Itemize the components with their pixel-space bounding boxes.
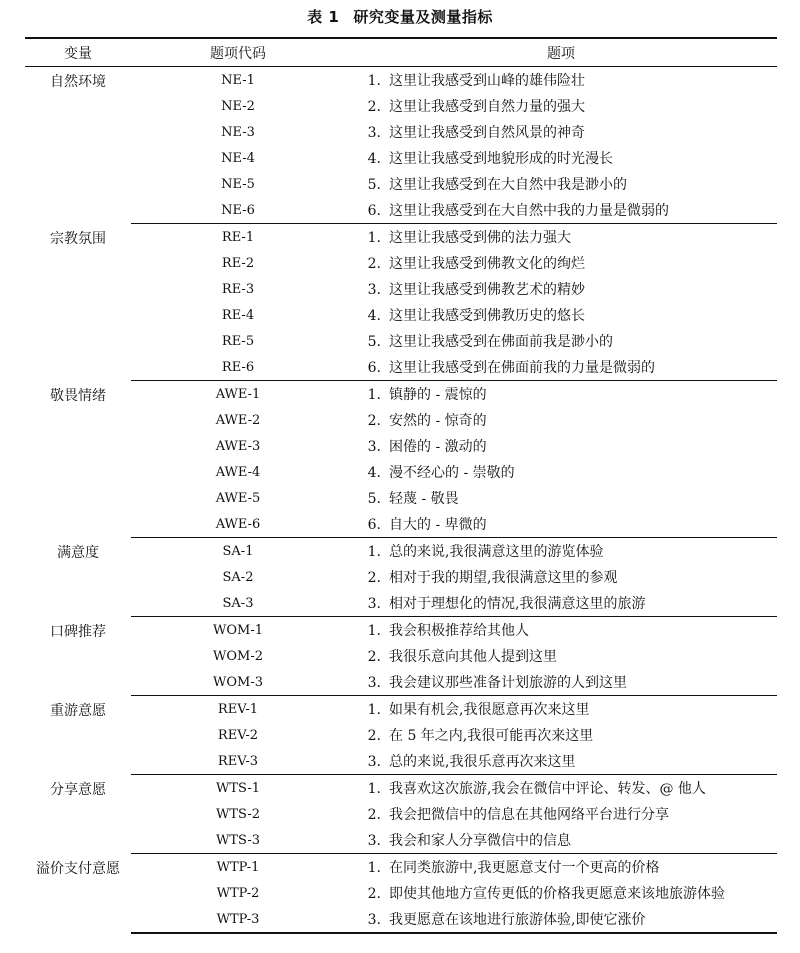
item-code: AWE-3 bbox=[215, 438, 261, 454]
item-cell bbox=[345, 119, 777, 145]
item-number: 3. bbox=[367, 125, 381, 141]
table-row bbox=[25, 538, 777, 565]
item-number: 3. bbox=[367, 675, 381, 691]
item-text: 这里让我感受到佛的法力强大 bbox=[389, 230, 571, 246]
item-cell bbox=[345, 224, 777, 251]
table-row bbox=[25, 854, 777, 881]
table-row bbox=[25, 93, 777, 119]
table-row bbox=[25, 433, 777, 459]
item-number: 1. bbox=[367, 544, 381, 560]
item-cell bbox=[345, 276, 777, 302]
item-cell bbox=[345, 643, 777, 669]
item-number: 5. bbox=[367, 334, 381, 350]
table-row bbox=[25, 696, 777, 723]
item-code: NE-2 bbox=[221, 98, 255, 114]
item-text: 我很乐意向其他人提到这里 bbox=[389, 649, 557, 665]
table-row bbox=[25, 381, 777, 408]
item-text: 这里让我感受到佛教历史的悠长 bbox=[389, 308, 585, 324]
table-row bbox=[25, 459, 777, 485]
item-text: 我喜欢这次旅游,我会在微信中评论、转发、@ 他人 bbox=[389, 781, 706, 797]
item-code: WTS-2 bbox=[215, 806, 261, 822]
item-text: 这里让我感受到在佛面前我的力量是微弱的 bbox=[389, 360, 655, 376]
item-cell bbox=[345, 197, 777, 224]
item-text: 即使其他地方宣传更低的价格我更愿意来该地旅游体验 bbox=[389, 886, 725, 902]
item-code: NE-1 bbox=[221, 72, 255, 88]
table-row bbox=[25, 801, 777, 827]
item-text: 轻蔑 - 敬畏 bbox=[389, 491, 459, 507]
item-text: 相对于理想化的情况,我很满意这里的旅游 bbox=[389, 596, 646, 612]
item-number: 2. bbox=[367, 728, 381, 744]
item-code: REV-1 bbox=[217, 701, 259, 717]
item-text: 相对于我的期望,我很满意这里的参观 bbox=[389, 570, 618, 586]
table-row bbox=[25, 590, 777, 617]
item-number: 3. bbox=[367, 754, 381, 770]
table-row bbox=[25, 302, 777, 328]
item-code: RE-5 bbox=[221, 333, 255, 349]
item-code: WTS-1 bbox=[215, 780, 261, 796]
item-text: 这里让我感受到在佛面前我是渺小的 bbox=[389, 334, 613, 350]
item-number: 4. bbox=[367, 308, 381, 324]
item-code: NE-3 bbox=[221, 124, 255, 140]
item-number: 1. bbox=[367, 73, 381, 89]
item-number: 3. bbox=[367, 833, 381, 849]
item-code: WTS-3 bbox=[131, 827, 345, 854]
item-text: 这里让我感受到佛教文化的绚烂 bbox=[389, 256, 585, 272]
item-cell bbox=[345, 880, 777, 906]
item-number: 6. bbox=[367, 203, 381, 219]
table-title: 研究变量及测量指标 bbox=[353, 8, 493, 26]
table-row bbox=[25, 906, 777, 933]
item-cell bbox=[345, 590, 777, 617]
item-text: 这里让我感受到自然风景的神奇 bbox=[389, 125, 585, 141]
item-text: 这里让我感受到地貌形成的时光漫长 bbox=[389, 151, 613, 167]
item-code: NE-6 bbox=[131, 197, 345, 224]
table-row bbox=[25, 250, 777, 276]
item-cell bbox=[345, 485, 777, 511]
item-cell bbox=[345, 407, 777, 433]
table-row bbox=[25, 171, 777, 197]
table-row bbox=[25, 880, 777, 906]
item-text: 在同类旅游中,我更愿意支付一个更高的价格 bbox=[389, 860, 660, 876]
item-number: 2. bbox=[367, 807, 381, 823]
item-cell bbox=[345, 564, 777, 590]
item-number: 1. bbox=[367, 387, 381, 403]
item-cell bbox=[345, 538, 777, 565]
item-code: RE-3 bbox=[221, 281, 255, 297]
header-row bbox=[25, 38, 777, 67]
item-number: 4. bbox=[367, 465, 381, 481]
table-row bbox=[25, 328, 777, 354]
item-cell bbox=[345, 459, 777, 485]
item-text: 这里让我感受到自然力量的强大 bbox=[389, 99, 585, 115]
item-text: 在 5 年之内,我很可能再次来这里 bbox=[389, 728, 594, 744]
item-cell bbox=[345, 433, 777, 459]
item-number: 1. bbox=[367, 230, 381, 246]
item-code: SA-1 bbox=[222, 543, 254, 559]
table-row bbox=[25, 354, 777, 381]
item-number: 5. bbox=[367, 177, 381, 193]
variable-name: 满意度 bbox=[57, 544, 99, 561]
item-number: 3. bbox=[367, 912, 381, 928]
item-text: 如果有机会,我很愿意再次来这里 bbox=[389, 702, 590, 718]
table-row bbox=[25, 669, 777, 696]
item-number: 3. bbox=[367, 596, 381, 612]
item-cell bbox=[345, 906, 777, 933]
table-row bbox=[25, 748, 777, 775]
item-number: 3. bbox=[367, 282, 381, 298]
item-text: 这里让我感受到佛教艺术的精妙 bbox=[389, 282, 585, 298]
item-text: 我更愿意在该地进行旅游体验,即使它涨价 bbox=[389, 912, 646, 928]
variable-name: 分享意愿 bbox=[50, 781, 106, 798]
item-code: RE-1 bbox=[221, 229, 255, 245]
item-code: WTP-1 bbox=[216, 859, 260, 875]
item-cell bbox=[345, 302, 777, 328]
item-code: WOM-2 bbox=[213, 648, 263, 664]
item-number: 1. bbox=[367, 860, 381, 876]
measurement-table bbox=[25, 37, 777, 934]
table-row bbox=[25, 643, 777, 669]
item-code: AWE-2 bbox=[215, 412, 261, 428]
variable-name: 敬畏情绪 bbox=[50, 387, 106, 404]
table-row bbox=[25, 407, 777, 433]
table-caption bbox=[0, 6, 800, 27]
variable-name: 宗教氛围 bbox=[50, 230, 106, 247]
table-number: 表 1 bbox=[307, 8, 340, 26]
table-row bbox=[25, 145, 777, 171]
item-cell bbox=[345, 381, 777, 408]
item-text: 镇静的 - 震惊的 bbox=[389, 387, 487, 403]
table-row bbox=[25, 224, 777, 251]
item-cell bbox=[345, 171, 777, 197]
item-number: 2. bbox=[367, 886, 381, 902]
item-cell bbox=[345, 617, 777, 644]
table-row bbox=[25, 119, 777, 145]
item-number: 2. bbox=[367, 413, 381, 429]
item-code: AWE-6 bbox=[131, 511, 345, 538]
item-number: 4. bbox=[367, 151, 381, 167]
item-text: 这里让我感受到在大自然中我是渺小的 bbox=[389, 177, 627, 193]
item-cell bbox=[345, 93, 777, 119]
item-number: 1. bbox=[367, 623, 381, 639]
item-number: 2. bbox=[367, 570, 381, 586]
table-row bbox=[25, 197, 777, 224]
table-body bbox=[25, 67, 777, 934]
item-text: 我会把微信中的信息在其他网络平台进行分享 bbox=[389, 807, 669, 823]
table-row bbox=[25, 67, 777, 94]
item-number: 2. bbox=[367, 256, 381, 272]
table-row bbox=[25, 827, 777, 854]
item-code: WOM-1 bbox=[213, 622, 263, 638]
item-text: 这里让我感受到在大自然中我的力量是微弱的 bbox=[389, 203, 669, 219]
item-text: 我会和家人分享微信中的信息 bbox=[389, 833, 571, 849]
variable-name: 溢价支付意愿 bbox=[36, 860, 120, 877]
table-row bbox=[25, 511, 777, 538]
item-code: AWE-5 bbox=[215, 490, 261, 506]
item-code: NE-5 bbox=[221, 176, 255, 192]
header-code: 题项代码 bbox=[131, 38, 345, 67]
item-code: RE-6 bbox=[131, 354, 345, 381]
item-code: AWE-4 bbox=[215, 464, 261, 480]
table-row bbox=[25, 564, 777, 590]
item-cell bbox=[345, 145, 777, 171]
item-code: SA-3 bbox=[131, 590, 345, 617]
item-code: WOM-3 bbox=[131, 669, 345, 696]
table-row bbox=[25, 775, 777, 802]
item-text: 困倦的 - 激动的 bbox=[389, 439, 487, 455]
header-variable: 变量 bbox=[25, 38, 131, 67]
variable-name: 口碑推荐 bbox=[50, 623, 106, 640]
item-cell bbox=[345, 250, 777, 276]
item-number: 5. bbox=[367, 491, 381, 507]
item-cell bbox=[345, 511, 777, 538]
item-cell bbox=[345, 669, 777, 696]
item-text: 自大的 - 卑微的 bbox=[389, 517, 487, 533]
item-number: 3. bbox=[367, 439, 381, 455]
item-code: AWE-1 bbox=[215, 386, 261, 402]
table-row bbox=[25, 722, 777, 748]
item-number: 1. bbox=[367, 702, 381, 718]
item-number: 2. bbox=[367, 649, 381, 665]
item-number: 6. bbox=[367, 360, 381, 376]
item-text: 我会建议那些准备计划旅游的人到这里 bbox=[389, 675, 627, 691]
item-cell bbox=[345, 827, 777, 854]
item-cell bbox=[345, 67, 777, 94]
item-code: RE-2 bbox=[221, 255, 255, 271]
item-number: 2. bbox=[367, 99, 381, 115]
item-cell bbox=[345, 775, 777, 802]
table-row bbox=[25, 485, 777, 511]
item-cell bbox=[345, 354, 777, 381]
item-cell bbox=[345, 696, 777, 723]
item-cell bbox=[345, 748, 777, 775]
table-row bbox=[25, 617, 777, 644]
item-text: 我会积极推荐给其他人 bbox=[389, 623, 529, 639]
item-text: 安然的 - 惊奇的 bbox=[389, 413, 487, 429]
item-cell bbox=[345, 801, 777, 827]
item-code: SA-2 bbox=[222, 569, 254, 585]
header-item: 题项 bbox=[345, 38, 777, 67]
item-text: 总的来说,我很满意这里的游览体验 bbox=[389, 544, 604, 560]
item-code: WTP-2 bbox=[216, 885, 260, 901]
item-code: REV-2 bbox=[217, 727, 259, 743]
item-code: REV-3 bbox=[131, 748, 345, 775]
item-text: 漫不经心的 - 崇敬的 bbox=[389, 465, 515, 481]
item-cell bbox=[345, 854, 777, 881]
item-cell bbox=[345, 328, 777, 354]
item-code: RE-4 bbox=[221, 307, 255, 323]
variable-name: 自然环境 bbox=[50, 74, 106, 90]
item-code: NE-4 bbox=[221, 150, 255, 166]
table-row bbox=[25, 276, 777, 302]
item-cell bbox=[345, 722, 777, 748]
item-number: 1. bbox=[367, 781, 381, 797]
variable-name: 重游意愿 bbox=[50, 702, 106, 719]
item-number: 6. bbox=[367, 517, 381, 533]
item-code: WTP-3 bbox=[131, 906, 345, 933]
item-text: 这里让我感受到山峰的雄伟险壮 bbox=[389, 73, 585, 89]
item-text: 总的来说,我很乐意再次来这里 bbox=[389, 754, 576, 770]
